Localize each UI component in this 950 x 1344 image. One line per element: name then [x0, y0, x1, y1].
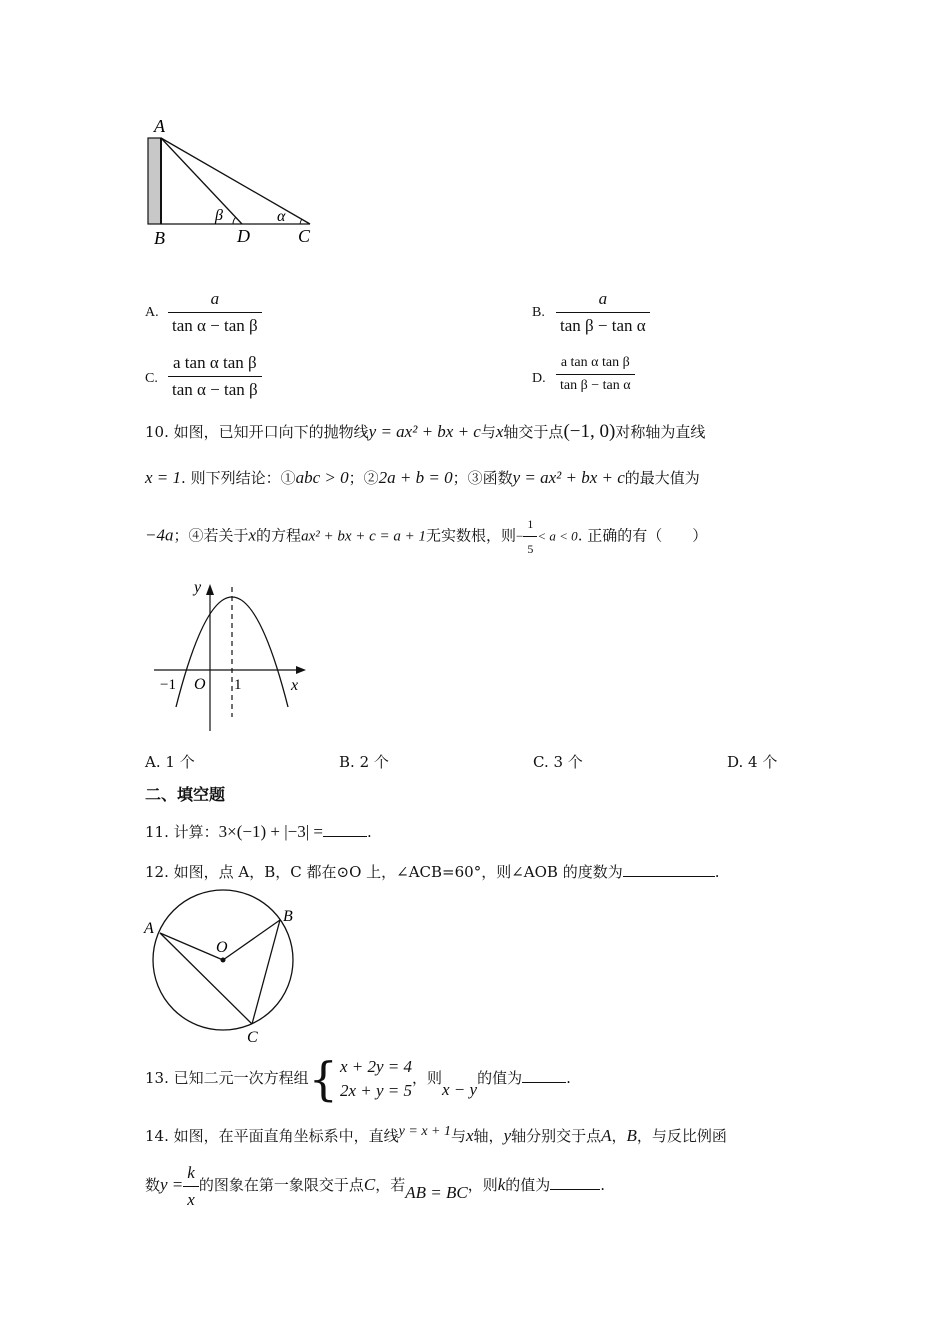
q12-number: 12. [145, 863, 169, 881]
label-b: B [154, 228, 165, 248]
q10-option-a-label: A. [145, 753, 161, 771]
q13-brace: { [308, 1052, 338, 1106]
q14-point-c: C [363, 1175, 376, 1194]
label-a: A [144, 920, 154, 937]
q13-expression: x − y [442, 1080, 478, 1099]
q13-equations [340, 1055, 412, 1103]
label-alpha: α [277, 208, 286, 225]
q14-text-1: 如图，在平面直角坐标系中，直线 [173, 1127, 399, 1145]
q12-answer-blank[interactable] [623, 862, 715, 877]
q10-text-6: ；② [348, 469, 379, 487]
q9-option-a-num: a [210, 289, 220, 308]
q10-xvar: x [495, 422, 504, 441]
label-b: B [283, 908, 293, 925]
q14-end: . [600, 1176, 606, 1194]
q10-text-8: 的最大值为 [624, 469, 700, 487]
segment-bc [252, 920, 280, 1024]
pole-rect [148, 138, 161, 224]
q9-option-b-den: tan β − tan α [556, 312, 650, 336]
q10-option-c-text: 3 个 [553, 753, 583, 771]
q10-cond-fraction [523, 513, 537, 560]
triangle-figure [140, 112, 330, 250]
q10-option-b-text: 2 个 [359, 753, 389, 771]
x-axis-arrow [296, 666, 306, 674]
q14-k: k [497, 1175, 506, 1194]
q13-text-3: 的值为 [477, 1069, 523, 1087]
q9-option-d-den: tan β − tan α [556, 374, 635, 394]
q13-eq-b: 2x + y = 5 [339, 1081, 412, 1100]
q11-text: 计算： [173, 823, 219, 841]
q14-text-2: 与 [450, 1127, 466, 1145]
q14-y-lhs: y = [160, 1175, 184, 1194]
y-axis-arrow [206, 584, 214, 595]
label-d: D [237, 226, 250, 246]
q9-option-a-fraction [168, 289, 262, 336]
q14-line-eq: y = x + 1 [398, 1124, 451, 1139]
q13 [145, 1050, 571, 1106]
q14-text-3: 轴， [473, 1127, 504, 1145]
q14-sep: ， [611, 1127, 627, 1145]
q11-expression: 3×(−1) + |−3| = [218, 822, 323, 841]
parabola-figure [150, 575, 310, 735]
q10-cond-rest: < a < 0 [537, 528, 578, 544]
q14-text-4: 轴分别交于点 [511, 1127, 602, 1145]
q10-option-c [533, 751, 583, 773]
q10-cond-neg: − [516, 528, 524, 544]
q10-claim-1: abc > 0 [295, 468, 349, 487]
q9-option-b-label: B. [532, 305, 545, 320]
q10-text-4: 对称轴为直线 [615, 423, 706, 441]
label-a: A [154, 116, 165, 136]
q13-number: 13. [145, 1069, 169, 1087]
label-one: 1 [234, 677, 242, 693]
segment-ao [160, 933, 223, 960]
q14-point-a: A [601, 1126, 612, 1145]
q10-text-11: 无实数根，则 [426, 526, 517, 545]
angle-beta-arc [233, 217, 236, 224]
q10-xvar-2: x [248, 525, 257, 545]
segment-ac [161, 138, 310, 224]
q9-option-d-label: D. [532, 371, 546, 386]
q10-option-d-label: D. [727, 753, 744, 771]
q10-eq1: y = ax² + bx + c [368, 422, 481, 441]
q10-claim-2: 2a + b = 0 [378, 468, 453, 487]
q9-option-c-fraction [168, 353, 262, 400]
q10-number: 10. [145, 423, 169, 441]
q14-yvar: y [503, 1126, 512, 1145]
q12-text: 如图，点 A，B，C 都在⊙O 上，∠ACB=60°，则∠AOB 的度数为 [173, 863, 623, 881]
q10-option-b [339, 751, 389, 773]
q11-number: 11. [145, 823, 169, 841]
q10-line-3 [145, 513, 707, 560]
q10-cond-num: 1 [527, 517, 534, 531]
q9-option-b-num: a [598, 289, 608, 308]
q9-option-d-num: a tan α tan β [560, 355, 630, 370]
q10-cond-den: 5 [523, 536, 537, 560]
q12-end: . [714, 863, 720, 881]
q14-point-b: B [626, 1126, 637, 1145]
q11 [145, 821, 372, 843]
angle-alpha-arc [300, 219, 302, 224]
q14-fraction [183, 1163, 199, 1210]
q14-x-den: x [183, 1186, 199, 1210]
label-c: C [247, 1029, 258, 1046]
q12 [145, 861, 719, 883]
label-origin: O [194, 676, 206, 693]
q10-text-1: 如图，已知开口向下的抛物线 [173, 423, 369, 441]
center-dot [221, 958, 226, 963]
q14-line-1 [145, 1125, 727, 1149]
q9-option-a-den: tan α − tan β [168, 312, 262, 336]
q10-option-a-text: 1 个 [165, 753, 195, 771]
q10-eq2: y = ax² + bx + c [512, 468, 625, 487]
q10-text-12: . 正确的有（ ） [577, 526, 708, 545]
q14-text-6: 数 [145, 1176, 161, 1194]
label-neg-one: −1 [160, 677, 176, 693]
q14-text-8: ，若 [375, 1176, 406, 1194]
q9-option-d-fraction [556, 355, 635, 394]
q10-option-d [727, 751, 777, 773]
q10-axis: x = 1 [145, 468, 182, 487]
q9-option-a-label: A. [145, 305, 159, 320]
q10-claim-3: −4a [145, 525, 174, 545]
section-heading: 二、填空题 [145, 785, 226, 804]
segment-ad [161, 138, 242, 224]
q10-text-7: ；③函数 [452, 469, 513, 487]
q11-end: . [366, 823, 372, 841]
q9-option-b-fraction [556, 289, 650, 336]
q10-line-1 [145, 421, 705, 443]
q9-option-c-num: a tan α tan β [173, 353, 257, 372]
q11-answer-blank[interactable] [323, 822, 367, 837]
q10-text-10: 的方程 [256, 526, 302, 545]
q14-k-num: k [187, 1162, 195, 1182]
q10-option-c-label: C. [533, 753, 549, 771]
q10-point: (−1, 0) [563, 421, 616, 442]
q9-option-c-den: tan α − tan β [168, 376, 262, 400]
q13-end: . [566, 1069, 571, 1087]
label-beta: β [215, 207, 223, 224]
q14-text-7: 的图象在第一象限交于点 [198, 1176, 364, 1194]
label-c: C [298, 226, 311, 246]
q10-option-d-text: 4 个 [748, 753, 778, 771]
q14-answer-blank[interactable] [550, 1175, 600, 1190]
q13-eq-a: x + 2y = 4 [339, 1057, 412, 1076]
q14-text-9: ，则 [467, 1176, 498, 1194]
q10-text-3: 轴交于点 [503, 423, 564, 441]
label-o: O [216, 939, 228, 956]
q10-text-5: . 则下列结论：① [181, 469, 296, 487]
q10-text-9: ；④若关于 [173, 526, 249, 545]
label-x: x [291, 677, 299, 694]
q14-text-10: 的值为 [505, 1176, 551, 1194]
q13-system [308, 1052, 412, 1106]
q10-eq3: ax² + bx + c = a + 1 [301, 528, 427, 545]
label-y: y [194, 579, 202, 596]
q13-text: 已知二元一次方程组 [173, 1069, 309, 1087]
circle-figure [140, 888, 305, 1048]
q14-line-2 [145, 1160, 605, 1210]
q13-text-2: ，则 [411, 1069, 442, 1087]
q10-option-a [145, 751, 195, 773]
q13-answer-blank[interactable] [522, 1068, 566, 1083]
q9-option-c-label: C. [145, 371, 158, 386]
q14-xvar: x [466, 1126, 474, 1145]
q10-option-b-label: B. [339, 753, 355, 771]
q14-number: 14. [145, 1127, 169, 1145]
q10-line-2 [145, 467, 700, 489]
q14-text-5: ，与反比例函 [636, 1127, 727, 1145]
q14-condition: AB = BC [405, 1183, 468, 1202]
q10-text-2: 与 [480, 423, 496, 441]
